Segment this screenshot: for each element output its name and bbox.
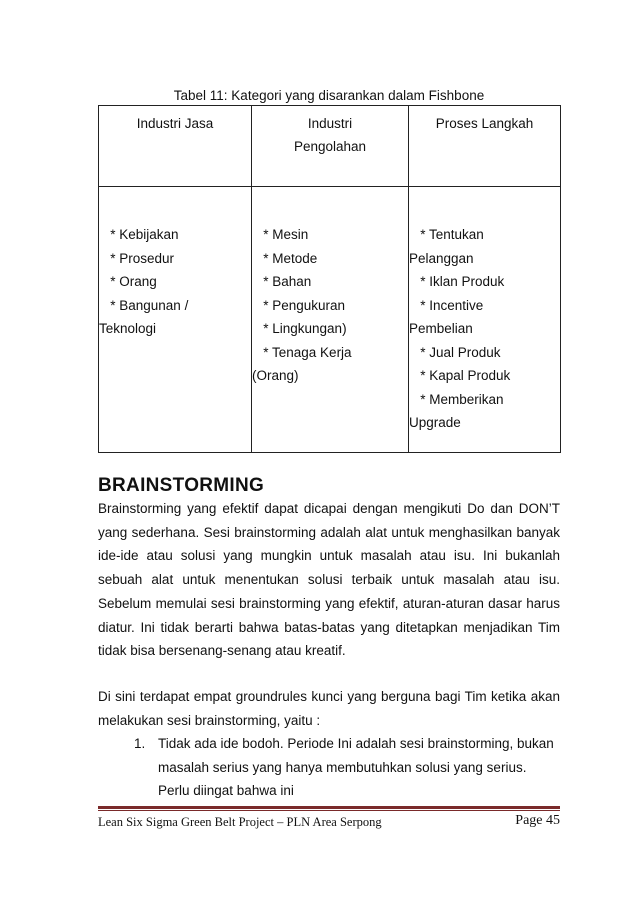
table-cell-item: * Metode [252, 250, 318, 266]
table-cell-item: * Tenaga Kerja [252, 344, 352, 360]
list-item: Tidak ada ide bodoh. Periode Ini adalah sesi brainstorming, bukan masalah serius yang hanya membutuhkan solusi yang serius. Perlu diingat bahwa ini [158, 736, 554, 799]
table-cell-item: * Iklan Produk [409, 274, 505, 289]
table-cell-item: * Tentukan [409, 227, 484, 242]
table-caption: Tabel 11: Kategori yang disarankan dalam Fishbone [173, 88, 485, 103]
header-cell-proses-langkah [409, 106, 561, 187]
table-cell-item: * Bangunan / [99, 297, 189, 313]
table-cell-item: Teknologi [99, 321, 157, 336]
header-label-industri-jasa: Industri Jasa [136, 116, 214, 131]
cell-industri-pengolahan-items [252, 187, 409, 453]
cell-industri-jasa-items [99, 187, 252, 453]
header-cell-industri-jasa [99, 106, 252, 187]
paragraph-groundrules: Di sini terdapat empat groundrules kunci yang berguna bagi Tim ketika akan melakukan sesi brainstorming, yaitu : [98, 689, 560, 728]
table-cell-item: * Jual Produk [409, 344, 501, 360]
footer-rule-thick [98, 806, 560, 809]
table-body-row [99, 187, 561, 453]
page-number: Page 45 [515, 813, 560, 828]
header-label-proses-langkah: Proses Langkah [435, 116, 534, 131]
table-cell-item: (Orang) [252, 368, 299, 383]
table-cell-item: * Incentive [409, 297, 484, 313]
table-cell-item: * Pengukuran [252, 297, 346, 313]
table-header-row [99, 106, 561, 187]
table-cell-item: Pembelian [409, 321, 473, 336]
paragraph-intro: Brainstorming yang efektif dapat dicapai dengan mengikuti Do dan DON’T yang sederhana. Sesi brainstorming adalah alat untuk menghasilkan banyak ide-ide atau solusi yang mungkin untuk masalah atau isu. Ini bukanlah sebuah alat untuk menentukan solusi terbaik untuk masalah atau isu. Sebelum memulai sesi brainstorming yang efektif, aturan-aturan dasar harus diatur. Ini tidak berarti bahwa batas-batas yang ditetapkan menjadikan Tim tidak bisa bersenang-senang atau kreatif. [98, 501, 560, 659]
section-heading: BRAINSTORMING [98, 475, 265, 496]
table-cell-item: Upgrade [409, 415, 461, 430]
footer-rule-thin [98, 810, 560, 811]
fishbone-category-table [98, 105, 561, 453]
list-number: 1. [134, 736, 146, 751]
table-cell-item: * Bahan [252, 274, 312, 289]
cell-proses-langkah-items [409, 187, 561, 453]
table-cell-item: * Prosedur [99, 250, 175, 266]
table-cell-item: * Lingkungan) [252, 321, 347, 336]
table-cell-item: Pelanggan [409, 250, 474, 266]
table-cell-item: * Memberikan [409, 391, 504, 407]
header-label-industri-pengolahan [252, 106, 408, 158]
table-cell-item: * Orang [99, 274, 157, 289]
table-cell-item: * Kapal Produk [409, 368, 511, 383]
header-label-line: Pengolahan [293, 139, 367, 154]
table-cell-item: * Kebijakan [99, 227, 179, 242]
table-cell-item: * Mesin [252, 227, 309, 242]
header-label-line: Industri [307, 116, 353, 131]
footer-title: Lean Six Sigma Green Belt Project – PLN Area Serpong [98, 815, 382, 829]
header-cell-industri-pengolahan [252, 106, 409, 187]
